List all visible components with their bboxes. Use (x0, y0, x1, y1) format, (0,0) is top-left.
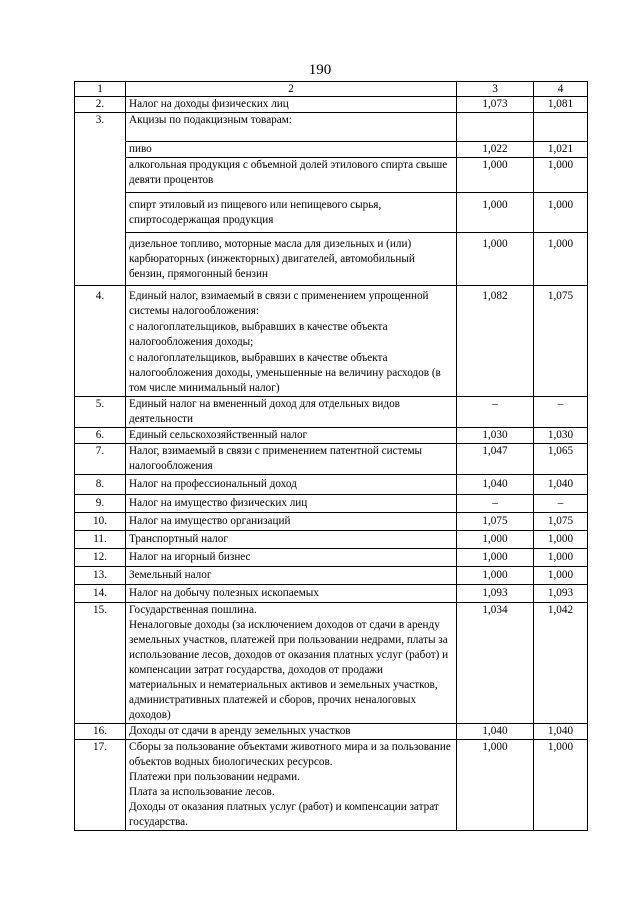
value-col4: – (534, 397, 588, 428)
page-number: 190 (308, 62, 332, 78)
row-number: 12. (75, 549, 126, 567)
value-col4: 1,042 (534, 603, 588, 724)
value-col3: 1,075 (457, 513, 534, 531)
row-name-detail: Платежи при пользовании недрами. (129, 771, 300, 783)
table-row (75, 513, 588, 531)
value-col4: 1,040 (534, 724, 588, 740)
value-col3: 1,000 (457, 158, 534, 193)
row-name: Доходы от сдачи в аренду земельных участков (126, 724, 457, 740)
row-number: 5. (75, 397, 126, 428)
row-name: Налог на игорный бизнес (126, 549, 457, 567)
value-col4: 1,093 (534, 585, 588, 603)
subrow-name: пиво (126, 142, 457, 158)
value-col4: – (534, 495, 588, 513)
value-col4: 1,075 (534, 513, 588, 531)
table-row (75, 585, 588, 603)
row-name: Налог, взимаемый в связи с применением патентной системы налогообложения (126, 444, 457, 475)
row-number: 16. (75, 724, 126, 740)
row-name-main: Государственная пошлина. (129, 604, 257, 616)
row-name-detail: Неналоговые доходы (за исключением доходов от сдачи в аренду земельных участков, платежей при пользовании недрами, платы за использование лесов, доходов от оказания платных услуг (работ) и компенсации затрат государства, доходов от продажи материальных и нематериальных активов и земельных участков, административных платежей и сборов, прочих неналоговых доходов) (129, 619, 449, 721)
row-number: 11. (75, 531, 126, 549)
row-name (126, 740, 457, 831)
row-number: 7. (75, 444, 126, 475)
value-col4: 1,081 (534, 97, 588, 113)
value-col3: 1,030 (457, 428, 534, 444)
table-row (75, 113, 588, 142)
value-col3: – (457, 495, 534, 513)
table-row (75, 740, 588, 831)
value-col3: 1,000 (457, 193, 534, 233)
value-col3: – (457, 397, 534, 428)
value-col4: 1,065 (534, 444, 588, 475)
table-row (75, 397, 588, 428)
row-name: Налог на добычу полезных ископаемых (126, 585, 457, 603)
row-number: 8. (75, 475, 126, 495)
row-name: Налог на доходы физических лиц (126, 97, 457, 113)
row-number: 3. (75, 113, 126, 286)
value-col3: 1,082 (457, 286, 534, 397)
row-name: Налог на имущество организаций (126, 513, 457, 531)
value-col4: 1,000 (534, 158, 588, 193)
value-col3: 1,040 (457, 724, 534, 740)
value-col3: 1,000 (457, 740, 534, 831)
row-name: Акцизы по подакцизным товарам: (126, 113, 457, 142)
value-col3: 1,093 (457, 585, 534, 603)
row-name-detail: Доходы от оказания платных услуг (работ) и компенсации затрат государства. (129, 801, 439, 828)
value-col4: 1,000 (534, 567, 588, 585)
value-col4: 1,000 (534, 531, 588, 549)
value-col3: 1,034 (457, 603, 534, 724)
row-number: 2. (75, 97, 126, 113)
value-col3: 1,040 (457, 475, 534, 495)
value-col3: 1,047 (457, 444, 534, 475)
row-number: 14. (75, 585, 126, 603)
row-name: Единый сельскохозяйственный налог (126, 428, 457, 444)
value-col4: 1,000 (534, 549, 588, 567)
table-row (75, 495, 588, 513)
row-name (126, 286, 457, 397)
value-col4: 1,021 (534, 142, 588, 158)
row-name-detail: с налогоплательщиков, выбравших в качестве объекта налогообложения доходы, уменьшенные на величину расходов (в том числе минимальный налог) (129, 352, 441, 394)
row-number: 6. (75, 428, 126, 444)
coefficients-table (74, 81, 588, 831)
header-cell: 2 (126, 82, 457, 97)
subrow-name: дизельное топливо, моторные масла для дизельных и (или) карбюраторных (инжекторных) двигателей, автомобильный бензин, прямогонный бензин (126, 233, 457, 286)
table-row (75, 475, 588, 495)
row-number: 13. (75, 567, 126, 585)
row-name: Транспортный налог (126, 531, 457, 549)
row-name: Налог на профессиональный доход (126, 475, 457, 495)
value-col3: 1,000 (457, 233, 534, 286)
value-col4: 1,075 (534, 286, 588, 397)
value-col3 (457, 113, 534, 142)
value-col4 (534, 113, 588, 142)
table-row (75, 286, 588, 397)
table-row (75, 444, 588, 475)
table-header-row (75, 82, 588, 97)
table-subrow (75, 142, 588, 158)
subrow-name: алкогольная продукция с объемной долей этилового спирта свыше девяти процентов (126, 158, 457, 193)
row-number: 4. (75, 286, 126, 397)
row-name (126, 603, 457, 724)
row-name-main: Единый налог, взимаемый в связи с применением упрощенной системы налогообложения: (129, 290, 429, 317)
value-col4: 1,000 (534, 233, 588, 286)
value-col3: 1,073 (457, 97, 534, 113)
header-cell: 4 (534, 82, 588, 97)
value-col4: 1,040 (534, 475, 588, 495)
row-name-detail: Плата за использование лесов. (129, 786, 275, 798)
row-name: Земельный налог (126, 567, 457, 585)
row-name: Налог на имущество физических лиц (126, 495, 457, 513)
table-row (75, 428, 588, 444)
value-col4: 1,030 (534, 428, 588, 444)
table-subrow (75, 233, 588, 286)
value-col3: 1,000 (457, 567, 534, 585)
value-col4: 1,000 (534, 193, 588, 233)
value-col3: 1,000 (457, 531, 534, 549)
row-name-detail: с налогоплательщиков, выбравших в качестве объекта налогообложения доходы; (129, 321, 388, 348)
table-row (75, 531, 588, 549)
header-cell: 1 (75, 82, 126, 97)
header-cell: 3 (457, 82, 534, 97)
table-row (75, 603, 588, 724)
table-subrow (75, 158, 588, 193)
table-row (75, 549, 588, 567)
row-name-main: Сборы за пользование объектами животного мира и за пользование объектов водных биологических ресурсов. (129, 741, 451, 768)
table-row (75, 97, 588, 113)
row-number: 9. (75, 495, 126, 513)
row-number: 17. (75, 740, 126, 831)
table-row (75, 567, 588, 585)
table-row (75, 724, 588, 740)
row-number: 15. (75, 603, 126, 724)
subrow-name: спирт этиловый из пищевого или непищевого сырья, спиртосодержащая продукция (126, 193, 457, 233)
row-name: Единый налог на вмененный доход для отдельных видов деятельности (126, 397, 457, 428)
value-col3: 1,022 (457, 142, 534, 158)
row-number: 10. (75, 513, 126, 531)
value-col3: 1,000 (457, 549, 534, 567)
value-col4: 1,000 (534, 740, 588, 831)
table-subrow (75, 193, 588, 233)
